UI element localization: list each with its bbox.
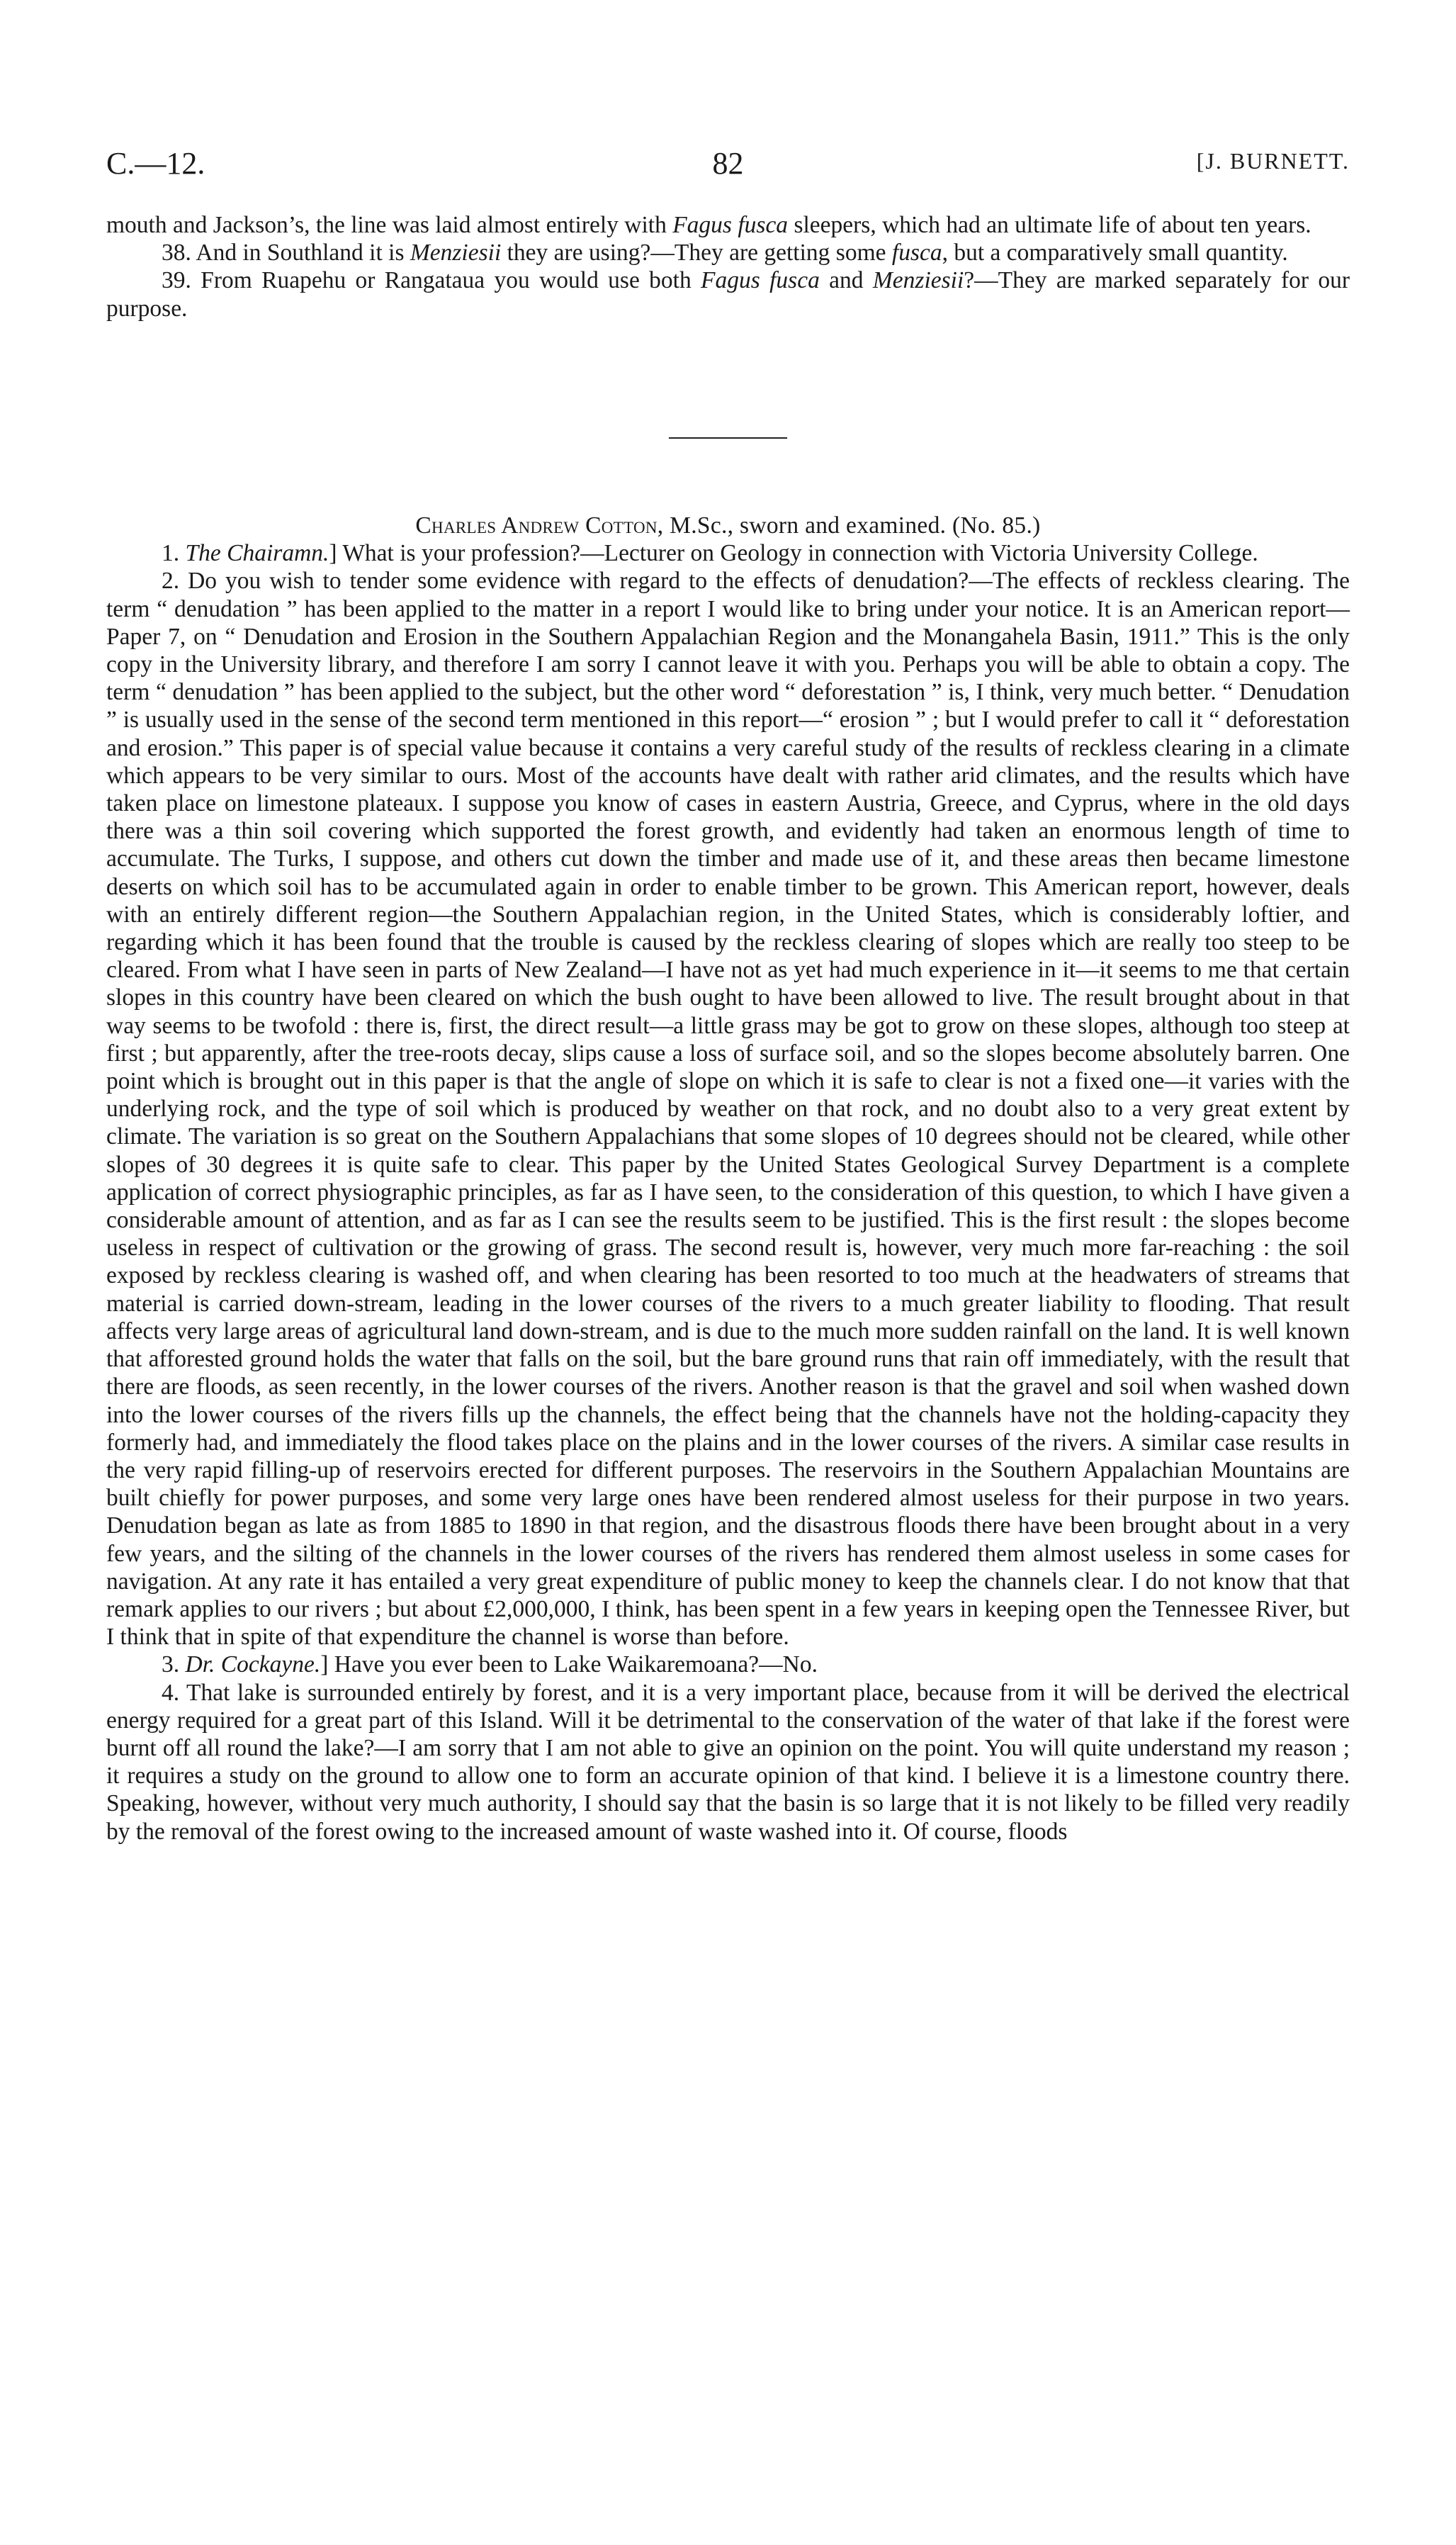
text-run: ] Have you ever been to Lake Waikaremoana?—No. xyxy=(320,1651,818,1678)
witness-heading-detail: , M.Sc., sworn and examined. (No. 85.) xyxy=(657,512,1041,539)
paragraph xyxy=(106,266,1350,322)
italic-text: The Chairamn. xyxy=(185,540,329,567)
italic-text: Fagus fusca xyxy=(701,267,820,294)
text-run: 4. That lake is surrounded entirely by forest, and it is a very important place, because from it will be derived the electrical energy required for a great part of this Island. Will it be detrimental to the conservation of the water of that lake if the forest were burnt off all round the lake?—I am sorry that I am not able to give an opinion on the point. You will quite understand my reason ; it requires a study on the ground to allow one to form an accurate opinion of that kind. I believe it is a limestone country there. Speaking, however, without very much authority, I should say that the basin is so large that it is not likely to be filled very readily by the removal of the forest owing to the increased amount of waste washed into it. Of course, floods xyxy=(106,1679,1350,1845)
witness-heading xyxy=(106,512,1350,539)
section-divider xyxy=(669,437,787,439)
page-number: 82 xyxy=(712,146,744,181)
italic-text: Dr. Cockayne. xyxy=(185,1651,321,1678)
text-run: and xyxy=(819,267,873,294)
text-run: , but a comparatively small quantity. xyxy=(942,240,1288,266)
paragraph xyxy=(106,567,1350,1651)
text-run: 1. xyxy=(162,540,186,567)
cotton-testimony xyxy=(106,512,1350,1845)
text-run: mouth and Jackson’s, the line was laid almost entirely with xyxy=(106,212,673,238)
italic-text: Menziesii xyxy=(872,267,964,294)
running-head xyxy=(106,145,1350,188)
paragraph xyxy=(106,1651,1350,1678)
text-run: 2. Do you wish to tender some evidence with regard to the effects of denudation?—The effects of reckless clearing. The term “ denudation ” has been applied to the matter in a report I would like to bring under your notice. It is an American report—Paper 7, on “ Denudation and Erosion in the Southern Appalachian Region and the Monangahela Basin, 1911.” This is the only copy in the University library, and therefore I am sorry I cannot leave it with you. Perhaps you will be able to obtain a copy. The term “ denudation ” has been applied to the subject, but the other word “ deforestation ” is, I think, very much better. “ Denudation ” is usually used in the sense of the second term mentioned in this report—“ erosion ” ; but I would prefer to call it “ deforestation and erosion.” This paper is of special value because it contains a very careful study of the results of reckless clearing in a climate which appears to be very similar to ours. Most of the accounts have dealt with rather arid climates, and the results which have taken place on limestone plateaux. I suppose you know of cases in eastern Austria, Greece, and Cyprus, where in the old days there was a thin soil covering which supported the forest growth, and evidently had taken an enormous length of time to accumulate. The Turks, I suppose, and others cut down the timber and made use of it, and these areas then became limestone deserts on which soil has to be accumulated again in order to enable timber to be grown. This American report, however, deals with an entirely different region—the Southern Appalachian region, in the United States, which is considerably loftier, and regarding which it has been found that the trouble is caused by the reckless clearing of slopes which are really too steep to be cleared. From what I have seen in parts of New Zealand—I have not as yet had much experience in it—it seems to me that certain slopes in this country have been cleared on which the bush ought to have been allowed to live. The result brought about in that way seems to be twofold : there is, first, the direct result—a little grass may be got to grow on these slopes, although too steep at first ; but apparently, after the tree-roots decay, slips cause a loss of surface soil, and so the slopes become absolutely barren. One point which is brought out in this paper is that the angle of slope on which it is safe to clear is not a fixed one—it varies with the underlying rock, and the type of soil which is produced by weather on that rock, and no doubt also to a very great extent by climate. The variation is so great on the Southern Appalachians that some slopes of 10 degrees should not be cleared, while other slopes of 30 degrees it is quite safe to clear. This paper by the United States Geological Survey Department is a complete application of correct physiographic principles, as far as I have seen, to the consideration of this question, to which I have given a considerable amount of attention, and as far as I can see the results seem to be justified. This is the first result : the slopes become useless in respect of cultivation or the growing of grass. The second result is, however, very much more far-reaching : the soil exposed by reckless clearing is washed off, and when clearing has been resorted to too much at the headwaters of streams that material is carried down-stream, leading in the lower courses of the rivers to a much greater liability to flooding. That result affects very large areas of agricultural land down-stream, and is due to the much more sudden rainfall on the land. It is well known that afforested ground holds the water that falls on the soil, but the bare ground runs that rain off immediately, with the result that there are floods, as seen recently, in the lower courses of the rivers. Another reason is that the gravel and soil when washed down into the lower courses of the rivers fills up the channels, the effect being that the channels have not the holding-capacity they formerly had, and immediately the flood takes place on the plains and in the lower courses of the rivers. A similar case results in the very rapid filling-up of reservoirs erected for different purposes. The reservoirs in the Southern Appalachian Mountains are built chiefly for power purposes, and some very large ones have been rendered almost useless for their purpose in two years. Denudation began as late as from 1885 to 1890 in that region, and the disastrous floods there have been brought about in a very few years, and the silting of the channels in the lower courses of the rivers has rendered them almost useless in some cases for navigation. At any rate it has entailed a very great expenditure of public money to keep the channels clear. I do not know that that remark applies to our rivers ; but about £2,000,000, I think, has been spent in a few years in keeping open the Tennessee River, but I think that in spite of that expenditure the channel is worse than before. xyxy=(106,568,1350,1651)
paragraph xyxy=(106,1679,1350,1845)
paragraph xyxy=(106,239,1350,266)
italic-text: Fagus fusca xyxy=(672,212,789,238)
witness-running-title: [J. BURNETT. xyxy=(1196,148,1350,174)
text-run: 3. xyxy=(162,1651,186,1678)
text-run: they are using?—They are getting some xyxy=(501,240,892,266)
text-run: ?—They are marked separately for our purpose. xyxy=(106,267,1350,322)
text-run: 39. From Ruapehu or Rangataua you would use both xyxy=(162,267,701,294)
paragraph xyxy=(106,211,1350,239)
text-run: ] What is your profession?—Lecturer on Geology in connection with Victoria University College. xyxy=(329,540,1258,567)
paragraph xyxy=(106,539,1350,567)
witness-name: Charles Andrew Cotton xyxy=(415,512,658,539)
document-reference: C.—12. xyxy=(106,146,205,181)
italic-text: fusca xyxy=(891,240,942,266)
text-run: sleepers, which had an ultimate life of about ten years. xyxy=(788,212,1311,238)
italic-text: Menziesii xyxy=(410,240,502,266)
continued-testimony xyxy=(106,211,1350,322)
text-run: 38. And in Southland it is xyxy=(162,240,410,266)
